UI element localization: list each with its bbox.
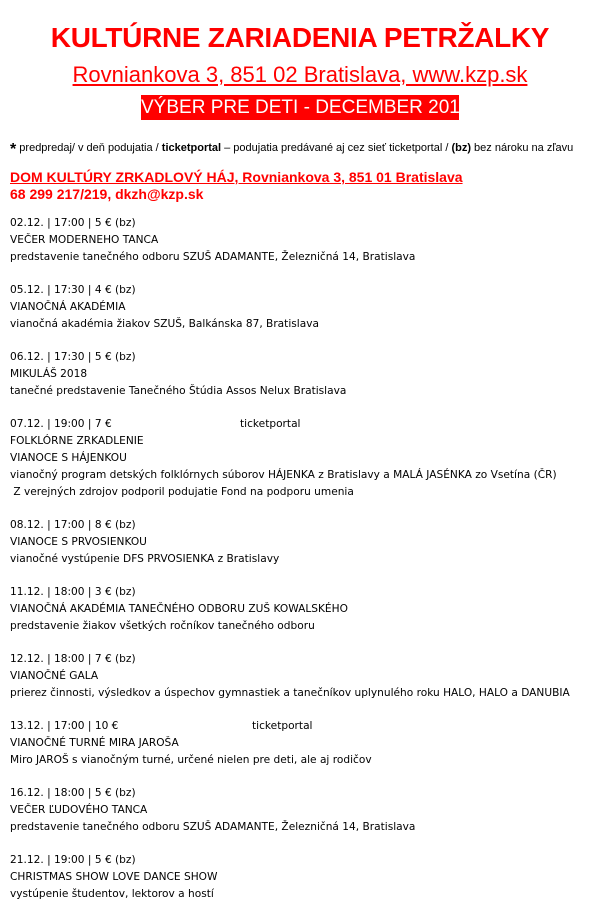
event-date-time-price: 12.12. | 18:00 | 7 € (bz) [10,653,136,665]
event-title: MIKULÁŠ 2018 [10,368,88,380]
event-title: VEČER MODERNEHO TANCA [10,234,159,246]
event-meta [10,416,598,433]
event-date-time-price: 21.12. | 19:00 | 5 € (bz) [10,854,136,866]
event-date-time-price: 16.12. | 18:00 | 5 € (bz) [10,787,136,799]
legend-ticketportal: ticketportal [161,142,222,154]
legend-line [10,138,595,156]
event-item [10,651,598,702]
event-title: VIANOČNÉ GALA [10,670,99,682]
event-date-time-price: 02.12. | 17:00 | 5 € (bz) [10,217,136,229]
event-description: VIANOCE S HÁJENKOU [10,452,127,464]
venue-name[interactable]: DOM KULTÚRY ZRKADLOVÝ HÁJ, Rovniankova 3, 851 01 Bratislava [10,169,463,185]
event-description: vianočné vystúpenie DFS PRVOSIENKA z Bratislavy [10,553,280,565]
event-item [10,584,598,635]
events-list [10,215,598,919]
event-date-time-price: 05.12. | 17:30 | 4 € (bz) [10,284,136,296]
event-description: vianočná akadémia žiakov SZUŠ, Balkánska 87, Bratislava [10,318,319,330]
event-title: FOLKLÓRNE ZRKADLENIE [10,435,144,447]
event-meta [10,785,598,802]
event-meta [10,517,598,534]
event-date-time-price: 08.12. | 17:00 | 8 € (bz) [10,519,136,531]
event-date-time-price: 13.12. | 17:00 | 10 € [10,720,119,732]
venue-block [10,169,595,203]
event-description: predstavenie tanečného odboru SZUŠ ADAMANTE, Železničná 14, Bratislava [10,821,416,833]
event-title: VIANOČNÁ AKADÉMIA TANEČNÉHO ODBORU ZUŠ KOWALSKÉHO [10,603,348,615]
event-description: predstavenie tanečného odboru SZUŠ ADAMANTE, Železničná 14, Bratislava [10,251,416,263]
program-banner: VÝBER PRE DETI - DECEMBER 2018 [141,97,471,118]
event-title: VIANOCE S PRVOSIENKOU [10,536,147,548]
legend-text-3: bez nároku na zľavu [471,142,574,154]
legend-star: * [10,141,17,158]
legend-text-2: – podujatia predávané aj cez sieť ticketportal / [221,142,452,154]
event-description: tanečné predstavenie Tanečného Štúdia Assos Nelux Bratislava [10,385,347,397]
event-meta [10,282,598,299]
event-description: Miro JAROŠ s vianočným turné, určené nielen pre deti, ale aj rodičov [10,754,372,766]
event-date-time-price: 06.12. | 17:30 | 5 € (bz) [10,351,136,363]
event-item [10,416,598,501]
event-item [10,282,598,333]
event-description: prierez činnosti, výsledkov a úspechov gymnastiek a tanečníkov uplynulého roku HALO, HALO a DANUBIA [10,687,570,699]
legend-text-1: predpredaj/ v deň podujatia / [16,142,162,154]
legend-bz: (bz) [451,142,471,154]
event-title: VEČER ĽUDOVÉHO TANCA [10,804,148,816]
event-item [10,349,598,400]
event-title: VIANOČNÁ AKADÉMIA [10,301,126,313]
event-meta [10,852,598,869]
event-meta [10,651,598,668]
event-description: vystúpenie študentov, lektorov a hostí [10,888,214,900]
event-ticketportal-label: ticketportal [252,720,313,732]
event-description: vianočný program detských folklórnych súborov HÁJENKA z Bratislavy a MALÁ JASÉNKA zo Vsetína (ČR) [10,469,557,481]
event-ticketportal-label: ticketportal [240,418,301,430]
event-item [10,718,598,769]
address-line[interactable]: Rovniankova 3, 851 02 Bratislava, www.kzp.sk [72,62,528,87]
event-meta [10,584,598,601]
event-meta [10,718,598,735]
event-meta [10,215,598,232]
event-title: CHRISTMAS SHOW LOVE DANCE SHOW [10,871,218,883]
event-description: predstavenie žiakov všetkých ročníkov tanečného odboru [10,620,315,632]
event-date-time-price: 07.12. | 19:00 | 7 € [10,418,112,430]
page-title: KULTÚRNE ZARIADENIA PETRŽALKY [50,22,550,53]
event-item [10,215,598,266]
event-item [10,852,598,903]
event-item [10,517,598,568]
event-date-time-price: 11.12. | 18:00 | 3 € (bz) [10,586,136,598]
event-title: VIANOČNÉ TURNÉ MIRA JAROŠA [10,737,179,749]
event-meta [10,349,598,366]
event-item [10,785,598,836]
event-description: Z verejných zdrojov podporil podujatie Fond na podporu umenia [10,486,354,498]
venue-contact: 68 299 217/219, dkzh@kzp.sk [10,186,204,202]
